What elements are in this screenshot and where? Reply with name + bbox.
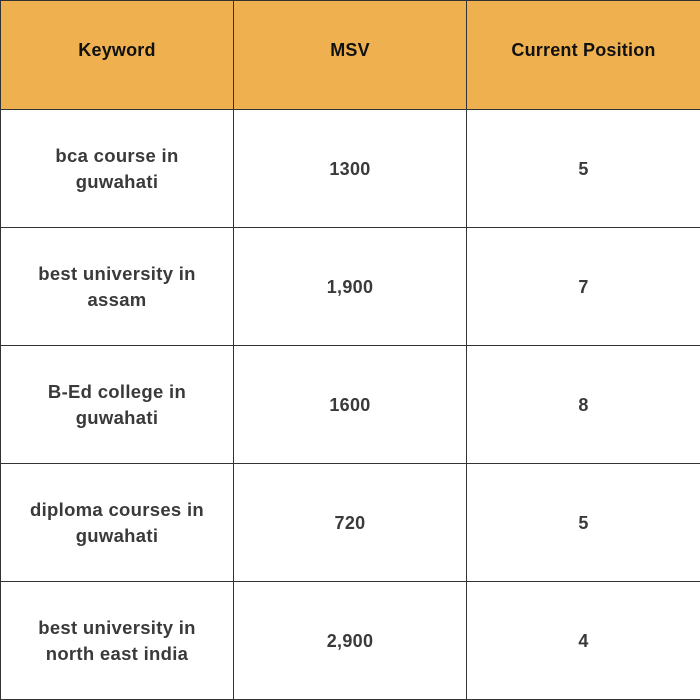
msv-cell: 1,900 xyxy=(234,228,467,346)
position-cell: 7 xyxy=(467,228,700,346)
keyword-cell: bca course in guwahati xyxy=(1,110,234,228)
header-msv: MSV xyxy=(234,1,467,110)
header-keyword: Keyword xyxy=(1,1,234,110)
keyword-cell: diploma courses in guwahati xyxy=(1,464,234,582)
table-row xyxy=(1,464,700,582)
keyword-cell: B-Ed college in guwahati xyxy=(1,346,234,464)
msv-cell: 2,900 xyxy=(234,582,467,700)
msv-cell: 1300 xyxy=(234,110,467,228)
table-row xyxy=(1,228,700,346)
table-row xyxy=(1,582,700,700)
position-cell: 5 xyxy=(467,110,700,228)
position-cell: 4 xyxy=(467,582,700,700)
keyword-cell: best university in assam xyxy=(1,228,234,346)
header-current-position: Current Position xyxy=(467,1,700,110)
msv-cell: 720 xyxy=(234,464,467,582)
msv-cell: 1600 xyxy=(234,346,467,464)
keyword-cell: best university in north east india xyxy=(1,582,234,700)
position-cell: 8 xyxy=(467,346,700,464)
position-cell: 5 xyxy=(467,464,700,582)
table-row xyxy=(1,346,700,464)
table-header-row xyxy=(1,1,700,110)
table-row xyxy=(1,110,700,228)
